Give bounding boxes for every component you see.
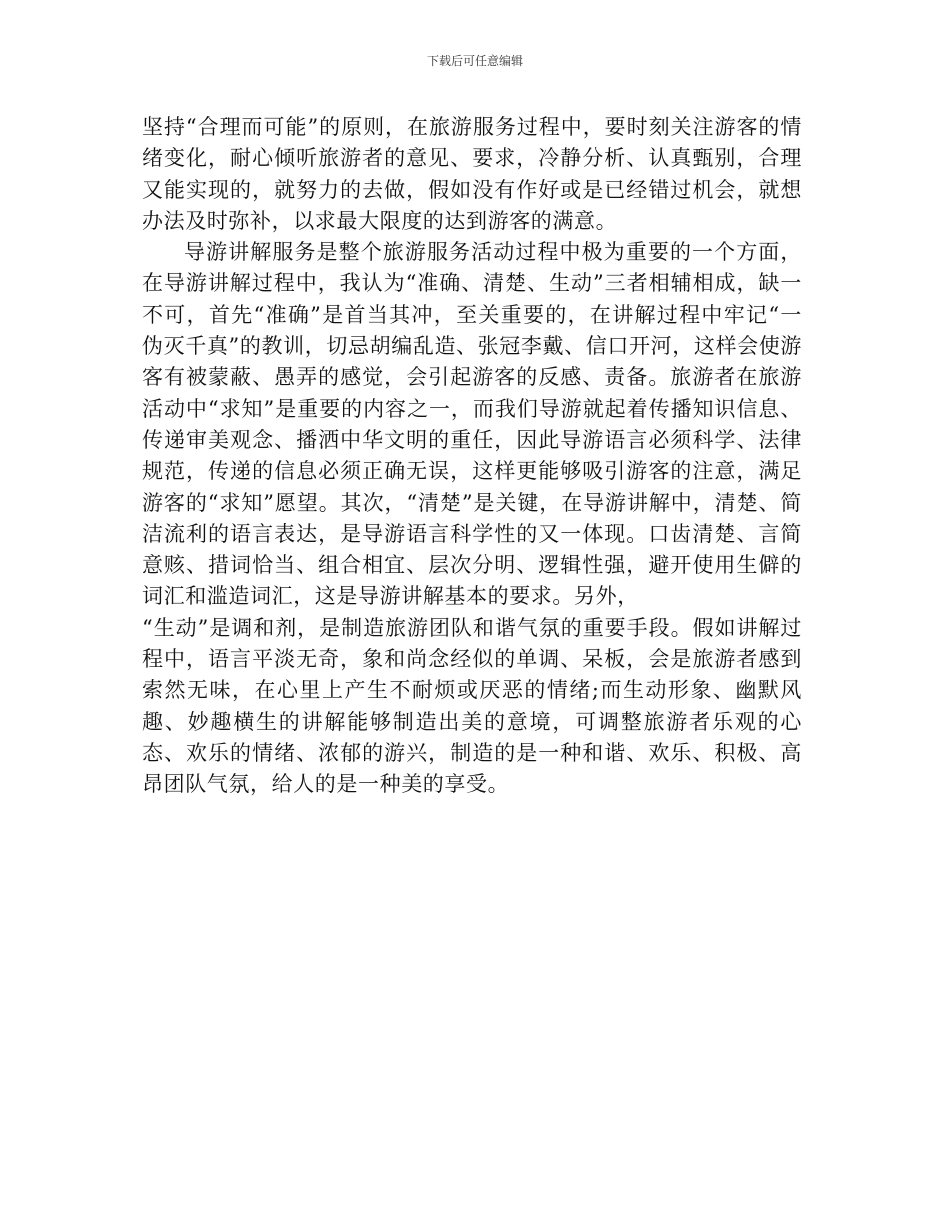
page-header: 下载后可任意编辑: [426, 54, 523, 68]
paragraph-2: 导游讲解服务是整个旅游服务活动过程中极为重要的一个方面，在导游讲解过程中，我认为“准确、清楚、生动”三者相辅相成，缺一不可，首先“准确”是首当其冲，至关重要的，在讲解过程中牢记“一伪灭千真”的教训，切忌胡编乱造、张冠李戴、信口开河，这样会使游客有被蒙蔽、愚弄的感觉，会引起游客的反感、责备。旅游者在旅游活动中“求知”是重要的内容之一，而我们导游就起着传播知识信息、传递审美观念、播洒中华文明的重任，因此导游语言必须科学、法律规范，传递的信息必须正确无误，这样更能够吸引游客的注意，满足游客的“求知”愿望。其次，“清楚”是关键，在导游讲解中，清楚、简洁流利的语言表达，是导游语言科学性的又一体现。口齿清楚、言简意赅、措词恰当、组合相宜、层次分明、逻辑性强，避开使用生僻的词汇和滥造词汇，这是导游讲解基本的要求。另外， “生动”是调和剂，是制造旅游团队和谐气氛的重要手段。假如讲解过程中，语言平淡无奇，象和尚念经似的单调、呆板，会是旅游者感到索然无味，在心里上产生不耐烦或厌恶的情绪;而生动形象、幽默风趣、妙趣横生的讲解能够制造出美的意境，可调整旅游者乐观的心态、欢乐的情绪、浓郁的游兴，制造的是一种和谐、欢乐、积极、高昂团队气氛，给人的是一种美的享受。: [142, 240, 802, 797]
paragraph-1: 坚持“合理而可能”的原则，在旅游服务过程中，要时刻关注游客的情绪变化，耐心倾听旅游者的意见、要求，冷静分析、认真甄别，合理又能实现的，就努力的去做，假如没有作好或是已经错过机会，就想办法及时弥补，以求最大限度的达到游客的满意。: [142, 115, 802, 233]
document-body: [142, 112, 802, 801]
